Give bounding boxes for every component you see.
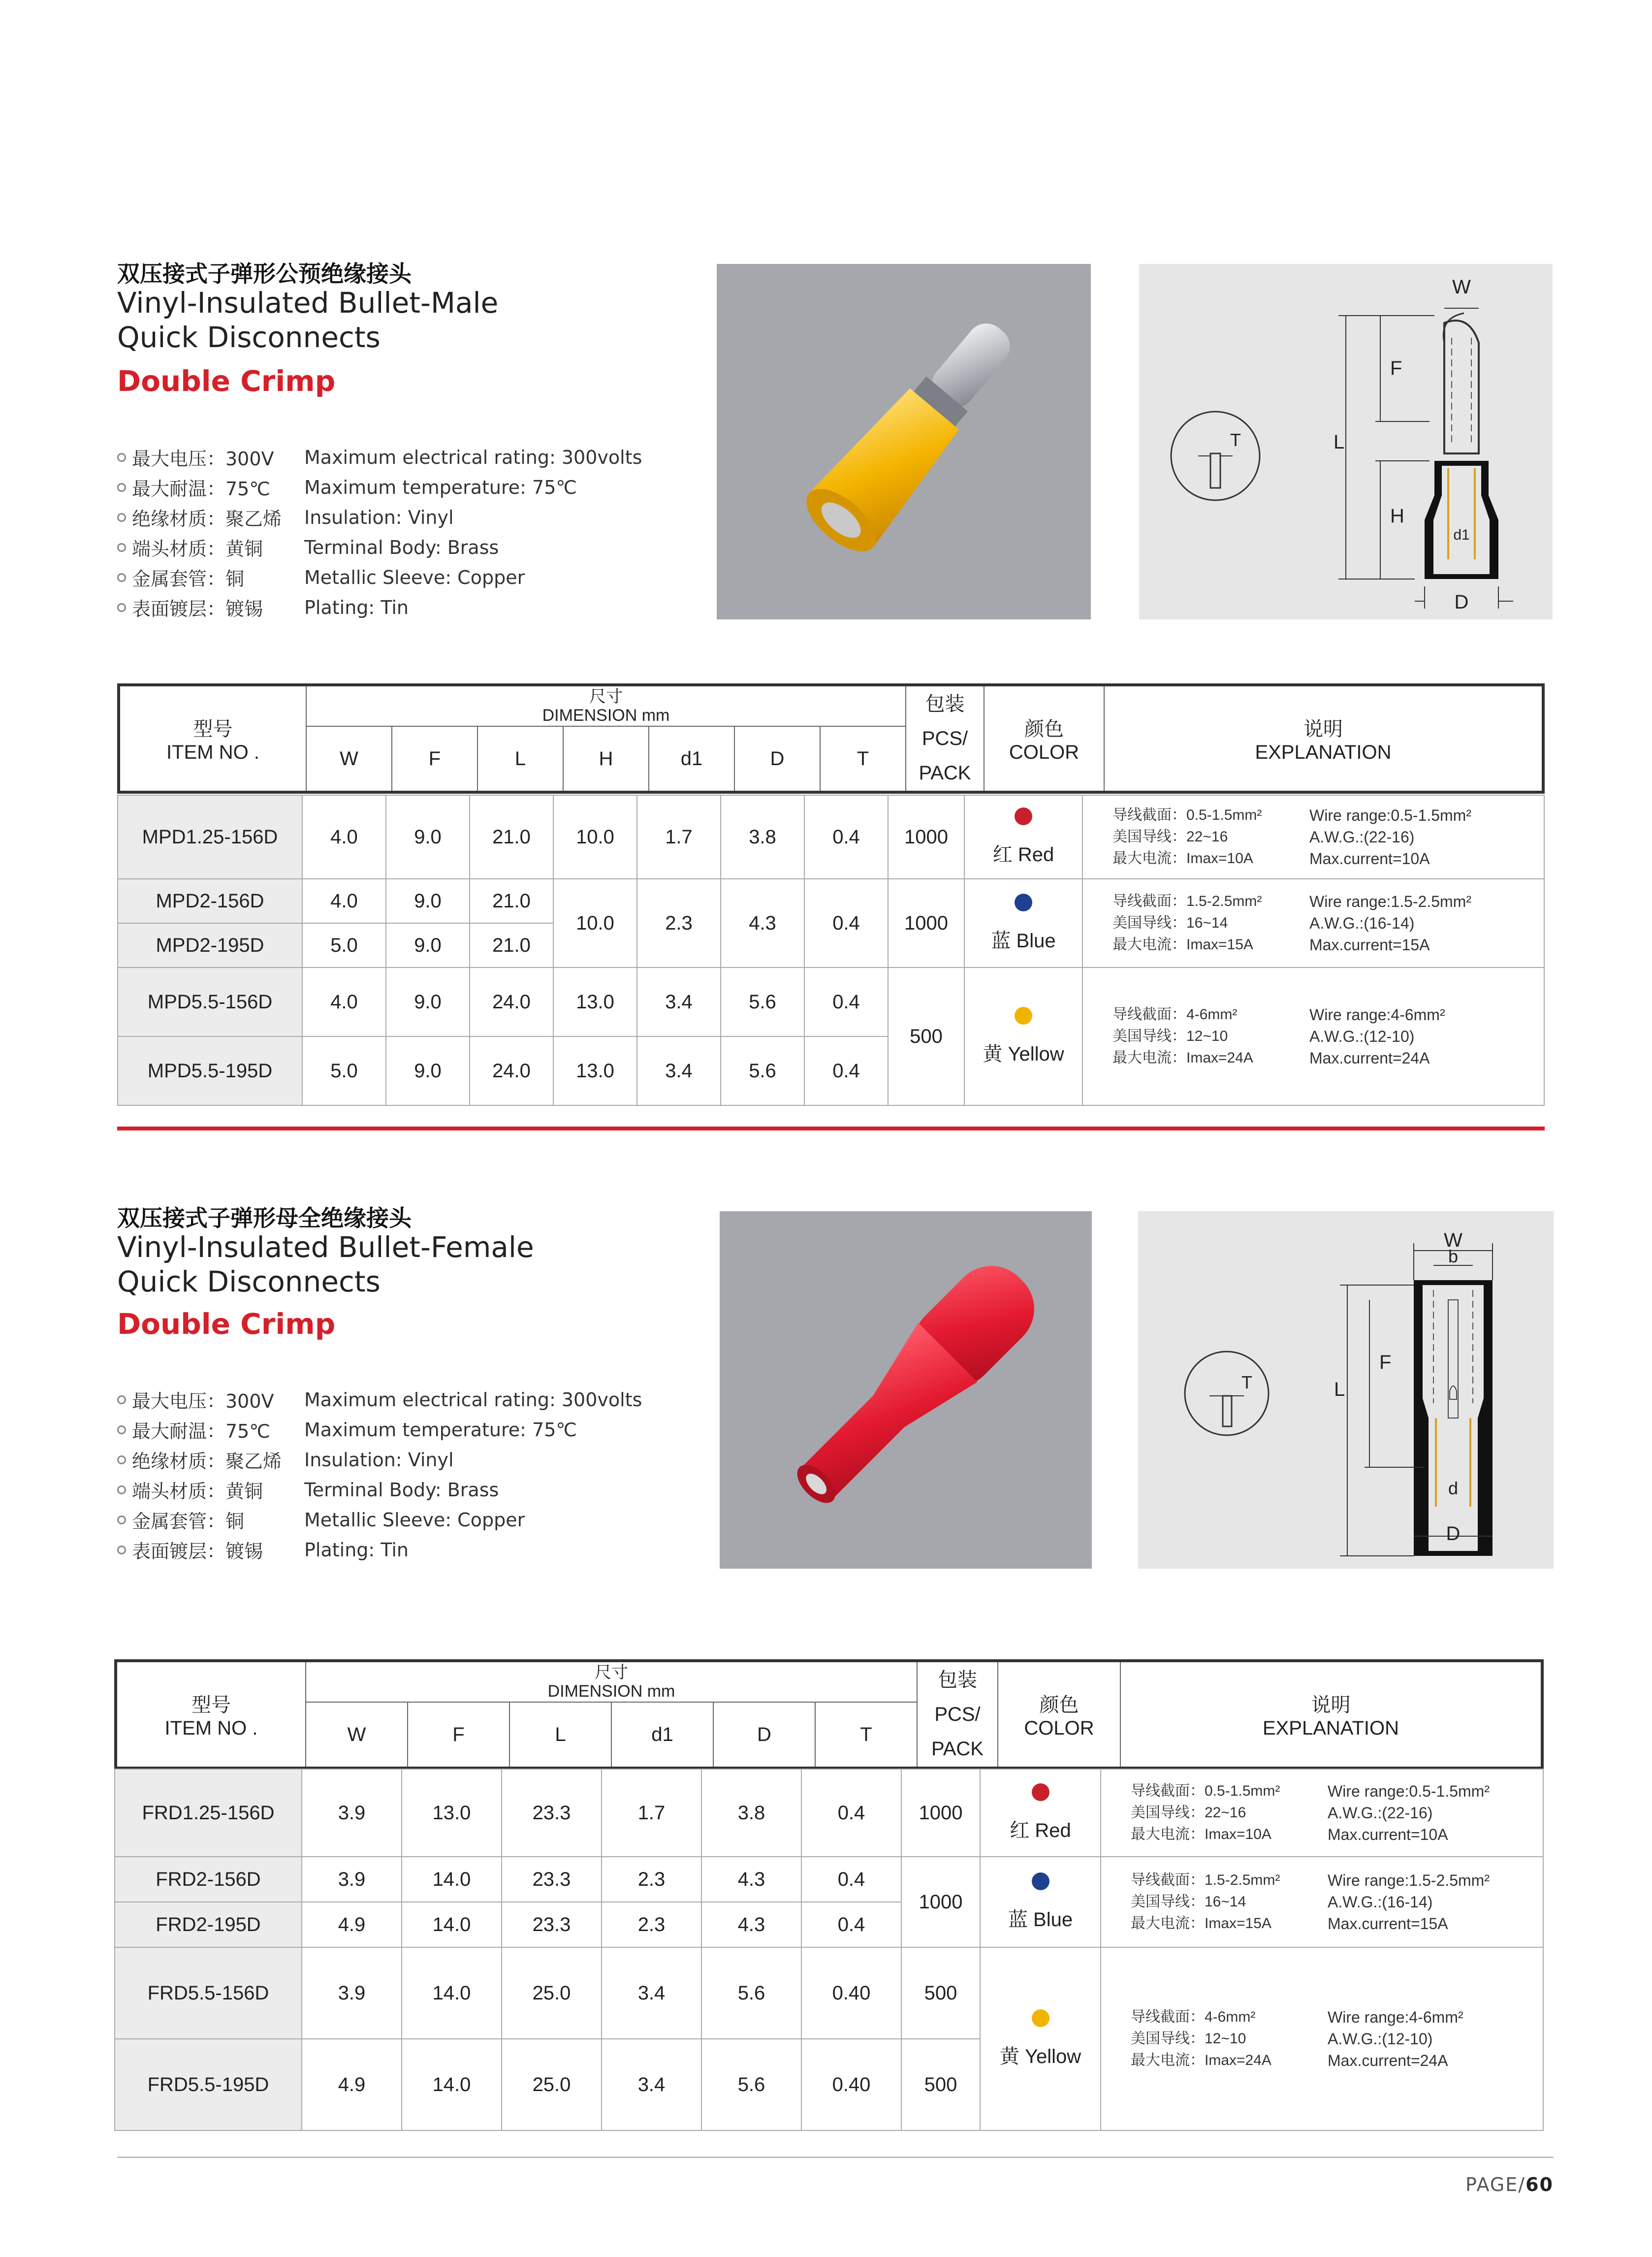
header-pack [917,1661,998,1768]
male-product-photo [717,264,1091,619]
spec-en: Plating: Tin [304,1539,409,1561]
cell-f: 9.0 [386,795,470,879]
female-spec-list [117,1385,642,1565]
expl-cn-line: 导线截面：1.5-2.5mm² [1131,1872,1280,1888]
col-f: F [392,726,477,792]
page-label: PAGE/ [1465,2174,1526,2195]
header-color [984,685,1104,792]
cell-color [964,879,1082,967]
header-item-cn: 型号 [193,718,233,740]
cell-pack: 500 [888,967,964,1105]
color-label: 红 Red [992,843,1054,866]
expl-en-line: Max.current=24A [1309,1049,1430,1067]
cell-d1: 3.4 [637,1036,721,1105]
page-number: 60 [1525,2174,1554,2195]
spec-cn: 最大电压：300V [132,1390,274,1412]
header-dim-en: DIMENSION mm [547,1682,675,1701]
cell-color [980,1769,1101,1857]
cell-t: 0.4 [804,795,888,879]
expl-cn-line: 最大电流：Imax=24A [1131,2052,1271,2068]
header-dim-cn: 尺寸 [589,687,623,706]
header-pack-3: PACK [919,762,971,784]
table-row [115,1947,1543,2039]
cell-color [964,795,1082,879]
cell-f: 9.0 [386,1036,470,1105]
spec-cn: 端头材质：黄铜 [132,1481,263,1502]
expl-cn-line: 美国导线：22~16 [1131,1805,1246,1821]
spec-en: Terminal Body: Brass [304,1479,499,1501]
dim-label-b: b [1448,1246,1459,1266]
header-pack-2: PCS/ [921,728,968,749]
page-indicator [1465,2174,1554,2195]
cell-d: 4.3 [721,879,804,967]
bullet-icon [117,1425,126,1434]
spec-row [117,1475,642,1505]
cell-d1: 3.4 [602,1947,701,2039]
expl-cn-line: 导线截面：4-6mm² [1131,2009,1256,2025]
cell-f: 14.0 [402,1857,502,1902]
cell-l: 25.0 [502,1947,602,2039]
cell-l: 23.3 [502,1857,602,1902]
header-expl-en: EXPLANATION [1255,742,1392,763]
cell-t: 0.4 [801,1902,901,1947]
cell-l: 23.3 [502,1769,602,1857]
cell-w: 5.0 [302,923,386,967]
bullet-icon [117,483,126,492]
cell-d: 3.8 [721,795,804,879]
male-title-en-1: Vinyl-Insulated Bullet-Male [117,286,499,320]
expl-cn-line: 最大电流：Imax=15A [1112,936,1253,953]
spec-en: Maximum electrical rating: 300volts [304,446,642,468]
cell-d: 4.3 [701,1902,801,1947]
spec-row [117,1415,642,1445]
cell-l: 23.3 [502,1902,602,1947]
col-f: F [408,1702,509,1768]
spec-cn: 表面镀层：镀锡 [132,1541,263,1562]
col-d1: d1 [649,726,734,792]
bullet-icon [117,573,126,582]
cell-l: 21.0 [470,879,553,923]
expl-en-line: Wire range:4-6mm² [1328,2008,1463,2026]
cell-explanation [1082,879,1544,967]
header-pack-3: PACK [931,1738,984,1760]
cell-w: 3.9 [302,1947,402,2039]
header-dim-cn: 尺寸 [595,1663,628,1682]
spec-cn: 端头材质：黄铜 [132,538,263,560]
item-no: MPD5.5-195D [118,1036,302,1105]
blue-dot-icon [1032,1872,1049,1890]
bullet-icon [117,1395,126,1404]
male-spec-list [117,442,642,622]
cell-d1: 3.4 [602,2039,701,2130]
cell-d: 5.6 [721,1036,804,1105]
table-row [118,795,1544,879]
spec-en: Insulation: Vinyl [304,506,454,528]
expl-cn-line: 导线截面：4-6mm² [1112,1006,1238,1023]
spec-cn: 表面镀层：镀锡 [132,598,263,620]
cell-d1: 2.3 [637,879,721,967]
expl-cn-line: 美国导线：16~14 [1131,1894,1246,1910]
dim-label-l: L [1334,431,1345,453]
item-no: FRD5.5-156D [115,1947,302,2039]
expl-en-line: A.W.G.:(16-14) [1328,1893,1433,1911]
cell-l: 24.0 [470,1036,553,1105]
expl-cn-line: 美国导线：12~10 [1131,2031,1246,2047]
cell-t: 0.4 [801,1857,901,1902]
spec-en: Insulation: Vinyl [304,1449,454,1471]
expl-en-line: Max.current=15A [1309,936,1430,954]
male-table-header [117,683,1545,794]
male-table-body [117,795,1545,1106]
dim-label-f: F [1390,357,1402,379]
cell-explanation [1101,1769,1543,1857]
cell-f: 13.0 [402,1769,502,1857]
col-t: T [815,1702,917,1768]
col-h: H [563,726,649,792]
item-no: MPD2-195D [118,923,302,967]
col-d1: d1 [611,1702,713,1768]
item-no: MPD5.5-156D [118,967,302,1036]
cell-f: 14.0 [402,2039,502,2130]
cell-pack: 1000 [888,879,964,967]
cell-t: 0.4 [804,879,888,967]
spec-cn: 最大耐温：75℃ [132,478,271,500]
cell-w: 4.0 [302,967,386,1036]
cell-color [980,1947,1101,2130]
spec-row [117,502,642,532]
spec-cn: 绝缘材质：聚乙烯 [132,508,282,530]
expl-en-line: Max.current=15A [1328,1915,1448,1933]
cell-pack: 1000 [888,795,964,879]
expl-cn-line: 美国导线：22~16 [1112,829,1228,845]
col-t: T [820,726,906,792]
bullet-icon [117,1546,126,1554]
cell-w: 4.9 [302,2039,402,2130]
female-title-cn: 双压接式子弹形母全绝缘接头 [117,1205,412,1231]
cell-explanation [1101,1857,1543,1947]
cell-l: 21.0 [470,923,553,967]
female-title-en-1: Vinyl-Insulated Bullet-Female [117,1230,534,1264]
col-w: W [306,726,392,792]
cell-w: 4.0 [302,795,386,879]
red-dot-icon [1032,1783,1049,1801]
expl-en-line: A.W.G.:(12-10) [1328,2030,1433,2048]
spec-row [117,472,642,502]
female-table-header [114,1659,1544,1770]
header-pack [906,685,984,792]
cell-d1: 3.4 [637,967,721,1036]
expl-en-line: Max.current=10A [1328,1826,1448,1843]
cell-explanation [1101,1947,1543,2130]
expl-en-line: Wire range:0.5-1.5mm² [1328,1782,1490,1800]
spec-en: Maximum temperature: 75℃ [304,1419,577,1441]
cell-w: 3.9 [302,1857,402,1902]
cell-pack: 1000 [901,1857,980,1947]
bullet-icon [117,603,126,612]
dim-label-d-small: d [1448,1478,1459,1498]
cell-l: 25.0 [502,2039,602,2130]
cell-l: 24.0 [470,967,553,1036]
cell-f: 9.0 [386,923,470,967]
cell-d1: 2.3 [602,1857,701,1902]
cell-color [980,1857,1101,1947]
blue-dot-icon [1015,894,1032,911]
cell-d1: 1.7 [602,1769,701,1857]
item-no: FRD1.25-156D [115,1769,302,1857]
female-table-body [114,1769,1544,2131]
header-item [119,685,306,792]
spec-cn: 金属套管：铜 [132,568,245,590]
bullet-icon [117,543,126,552]
col-w: W [306,1702,408,1768]
cell-d: 4.3 [701,1857,801,1902]
spec-row [117,1535,642,1565]
dim-label-w: W [1444,1229,1462,1251]
dim-label-t: T [1230,430,1241,450]
header-item-en: ITEM NO . [164,1717,258,1739]
col-d: D [713,1702,815,1768]
table-row [115,1857,1543,1902]
col-l: L [477,726,563,792]
cell-h: 13.0 [553,1036,637,1105]
dim-label-f: F [1379,1352,1392,1373]
item-no: MPD2-156D [118,879,302,923]
bullet-female-image [720,1211,1092,1569]
male-subtitle: Double Crimp [117,364,336,398]
header-expl-en: EXPLANATION [1262,1717,1399,1739]
cell-f: 9.0 [386,879,470,923]
color-label: 黄 Yellow [999,2045,1081,2067]
spec-row [117,1505,642,1535]
cell-t: 0.40 [801,2039,901,2130]
spec-row [117,562,642,592]
cell-explanation [1082,967,1544,1105]
col-l: L [509,1702,611,1768]
expl-en-line: A.W.G.:(12-10) [1309,1028,1415,1045]
expl-en-line: Max.current=10A [1309,850,1430,868]
header-item [116,1661,306,1768]
expl-en-line: Max.current=24A [1328,2052,1448,2069]
header-explanation [1120,1661,1542,1768]
expl-cn-line: 美国导线：12~10 [1112,1028,1228,1044]
header-color-cn: 颜色 [1024,718,1064,740]
expl-en-line: Wire range:1.5-2.5mm² [1328,1871,1490,1889]
expl-en-line: A.W.G.:(22-16) [1309,828,1415,846]
expl-en-line: Wire range:0.5-1.5mm² [1309,806,1471,824]
cell-explanation [1082,795,1544,879]
dim-label-l: L [1334,1379,1345,1400]
expl-cn-line: 美国导线：16~14 [1112,915,1228,931]
cell-h: 10.0 [553,879,637,967]
cell-f: 9.0 [386,967,470,1036]
female-dimension-drawing [1138,1211,1554,1569]
header-color-en: COLOR [1024,1717,1094,1739]
cell-t: 0.4 [801,1769,901,1857]
bullet-icon [117,513,126,522]
spec-en: Maximum temperature: 75℃ [304,476,577,498]
expl-en-line: Wire range:4-6mm² [1309,1006,1445,1024]
cell-color [964,967,1082,1105]
expl-en-line: Wire range:1.5-2.5mm² [1309,893,1471,910]
expl-cn-line: 最大电流：Imax=15A [1131,1915,1271,1932]
yellow-dot-icon [1032,2009,1049,2027]
header-color-en: COLOR [1009,742,1080,763]
table-row [118,967,1544,1036]
cell-pack: 1000 [901,1769,980,1857]
bullet-icon [117,1455,126,1464]
item-no: FRD2-195D [115,1902,302,1947]
cell-w: 3.9 [302,1769,402,1857]
female-subtitle: Double Crimp [117,1307,336,1341]
header-item-en: ITEM NO . [166,742,259,763]
bullet-icon [117,453,126,462]
expl-cn-line: 最大电流：Imax=10A [1112,850,1253,867]
dim-label-d1: d1 [1453,527,1470,543]
spec-en: Metallic Sleeve: Copper [304,566,525,588]
col-d: D [734,726,820,792]
spec-row [117,442,642,472]
expl-en-line: A.W.G.:(22-16) [1328,1804,1433,1822]
footer-rule [117,2157,1554,2158]
spec-row [117,1385,642,1415]
color-label: 红 Red [1010,1819,1071,1841]
expl-cn-line: 导线截面：1.5-2.5mm² [1112,893,1262,909]
header-pack-1: 包装 [925,693,965,715]
expl-en-line: A.W.G.:(16-14) [1309,914,1415,932]
cell-t: 0.40 [801,1947,901,2039]
expl-cn-line: 导线截面：0.5-1.5mm² [1112,807,1262,823]
male-drawing-svg [1139,264,1553,619]
expl-cn-line: 最大电流：Imax=24A [1112,1050,1253,1066]
section-divider [117,1127,1545,1130]
item-no: FRD5.5-195D [115,2039,302,2130]
yellow-dot-icon [1015,1007,1032,1025]
cell-f: 14.0 [402,1902,502,1947]
spec-en: Plating: Tin [304,596,409,618]
female-title-en-2: Quick Disconnects [117,1265,381,1298]
header-expl-cn: 说明 [1311,1694,1351,1716]
table-row [118,879,1544,923]
cell-pack: 500 [901,2039,980,2130]
header-pack-2: PCS/ [934,1704,981,1725]
spec-en: Metallic Sleeve: Copper [304,1509,525,1531]
header-item-cn: 型号 [191,1694,231,1716]
cell-pack: 500 [901,1947,980,2039]
cell-d1: 2.3 [602,1902,701,1947]
female-product-photo [720,1211,1092,1569]
dim-label-h: H [1390,505,1404,527]
cell-t: 0.4 [804,1036,888,1105]
spec-en: Maximum electrical rating: 300volts [304,1388,642,1411]
item-no: FRD2-156D [115,1857,302,1902]
expl-cn-line: 最大电流：Imax=10A [1131,1826,1271,1842]
cell-d: 5.6 [701,2039,801,2130]
spec-cn: 最大电压：300V [132,448,274,470]
cell-d1: 1.7 [637,795,721,879]
male-title-cn: 双压接式子弹形公预绝缘接头 [117,260,412,287]
dim-label-d: D [1446,1523,1461,1545]
male-title-en-2: Quick Disconnects [117,321,381,354]
cell-h: 10.0 [553,795,637,879]
spec-row [117,532,642,562]
bullet-icon [117,1515,126,1524]
header-color-cn: 颜色 [1039,1694,1079,1716]
spec-cn: 最大耐温：75℃ [132,1420,271,1442]
cell-d: 3.8 [701,1769,801,1857]
header-color [998,1661,1120,1768]
spec-cn: 金属套管：铜 [132,1511,245,1532]
color-label: 蓝 Blue [1008,1908,1073,1931]
table-row [115,1769,1543,1857]
header-pack-1: 包装 [938,1669,977,1691]
cell-f: 14.0 [402,1947,502,2039]
color-label: 蓝 Blue [991,930,1056,952]
header-expl-cn: 说明 [1303,718,1343,740]
cell-l: 21.0 [470,795,553,879]
cell-d: 5.6 [701,1947,801,2039]
spec-row [117,1445,642,1475]
expl-cn-line: 导线截面：0.5-1.5mm² [1131,1783,1280,1799]
cell-w: 4.9 [302,1902,402,1947]
female-drawing-svg [1138,1211,1554,1569]
spec-cn: 绝缘材质：聚乙烯 [132,1451,282,1472]
spec-en: Terminal Body: Brass [304,536,499,558]
item-no: MPD1.25-156D [118,795,302,879]
bullet-male-image [717,264,1091,619]
cell-d: 5.6 [721,967,804,1036]
header-explanation [1104,685,1543,792]
bullet-icon [117,1485,126,1494]
header-dimension [306,685,906,726]
color-label: 黄 Yellow [983,1043,1064,1065]
dim-label-t: T [1241,1372,1252,1392]
header-dimension [306,1661,917,1702]
spec-row [117,592,642,622]
red-dot-icon [1015,807,1032,825]
dim-label-d: D [1454,591,1469,613]
cell-w: 4.0 [302,879,386,923]
dim-label-w: W [1452,276,1471,298]
male-dimension-drawing [1139,264,1553,619]
cell-w: 5.0 [302,1036,386,1105]
cell-t: 0.4 [804,967,888,1036]
header-dim-en: DIMENSION mm [542,706,670,725]
cell-h: 13.0 [553,967,637,1036]
